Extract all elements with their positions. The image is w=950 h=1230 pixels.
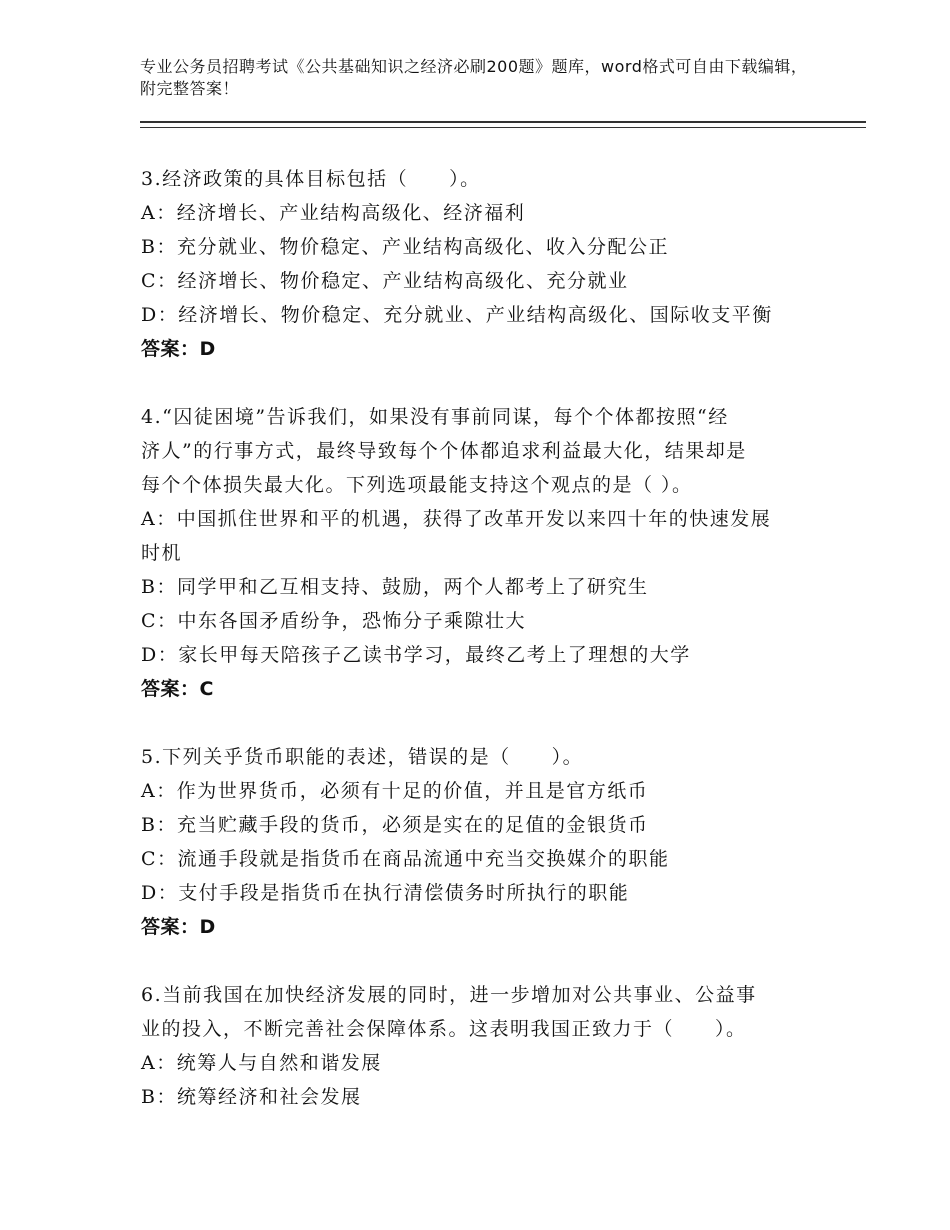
question-5 (141, 740, 821, 944)
option-b: B：同学甲和乙互相支持、鼓励，两个人都考上了研究生 (141, 576, 649, 598)
option-a: A：统筹人与自然和谐发展 (141, 1052, 382, 1074)
document-header: 专业公务员招聘考试《公共基础知识之经济必刷200题》题库，word格式可自由下载编辑，附完整答案！ (140, 57, 808, 98)
question-stem: 3.经济政策的具体目标包括（ ）。 (141, 168, 481, 190)
answer-label: 答案：C (141, 678, 214, 700)
option-a: A：中国抓住世界和平的机遇，获得了改革开发以来四十年的快速发展 (141, 508, 772, 530)
option-b: B：统筹经济和社会发展 (141, 1086, 362, 1108)
option-d: D：家长甲每天陪孩子乙读书学习，最终乙考上了理想的大学 (141, 644, 691, 666)
option-c: C：流通手段就是指货币在商品流通中充当交换媒介的职能 (141, 848, 670, 870)
option-b: B：充当贮藏手段的货币，必须是实在的足值的金银货币 (141, 814, 649, 836)
option-a: A：经济增长、产业结构高级化、经济福利 (141, 202, 526, 224)
answer-label: 答案：D (141, 338, 216, 360)
option-a-continued: 时机 (141, 542, 183, 564)
option-a: A：作为世界货币，必须有十足的价值，并且是官方纸币 (141, 780, 649, 802)
option-c: C：经济增长、物价稳定、产业结构高级化、充分就业 (141, 270, 629, 292)
question-stem: 4.“囚徒困境”告诉我们，如果没有事前同谋，每个个体都按照“经 (141, 406, 729, 428)
question-stem: 5.下列关乎货币职能的表述，错误的是（ ）。 (141, 746, 584, 768)
question-3 (141, 162, 821, 366)
question-4 (141, 400, 821, 706)
option-d: D：经济增长、物价稳定、充分就业、产业结构高级化、国际收支平衡 (141, 304, 773, 326)
question-stem: 济人”的行事方式，最终导致每个个体都追求利益最大化，结果却是 (141, 440, 747, 462)
option-c: C：中东各国矛盾纷争，恐怖分子乘隙壮大 (141, 610, 527, 632)
question-stem: 业的投入，不断完善社会保障体系。这表明我国正致力于（ ）。 (141, 1018, 747, 1040)
option-d: D：支付手段是指货币在执行清偿债务时所执行的职能 (141, 882, 630, 904)
question-stem: 6.当前我国在加快经济发展的同时，进一步增加对公共事业、公益事 (141, 984, 757, 1006)
header-divider (140, 121, 866, 128)
option-b: B：充分就业、物价稳定、产业结构高级化、收入分配公正 (141, 236, 669, 258)
question-list (141, 162, 821, 1148)
answer-label: 答案：D (141, 916, 216, 938)
question-6 (141, 978, 821, 1114)
question-stem: 每个个体损失最大化。下列选项最能支持这个观点的是（ ）。 (141, 474, 693, 496)
